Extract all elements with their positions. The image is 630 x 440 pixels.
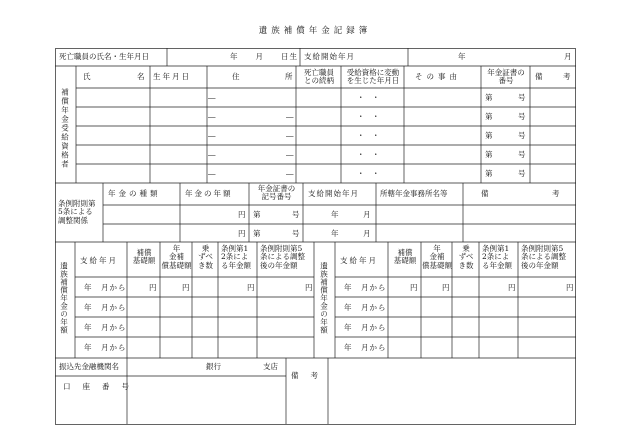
adj-number-prefix-2: 第 (253, 229, 261, 238)
certificate-number-prefix: 第 (485, 150, 493, 159)
annuity-row-month-left: 年 月から (84, 303, 127, 312)
certificate-number-prefix: 第 (485, 93, 493, 102)
annuity-row-month-right: 年 月から (344, 343, 387, 352)
change-date-dots: ・ ・ (357, 112, 380, 121)
certificate-number-prefix: 第 (485, 169, 493, 178)
adj-col-remarks-2: 考 (552, 189, 560, 198)
col-certificate-number: 年金証書の 番号 (487, 68, 525, 86)
start-year: 年 (458, 52, 466, 61)
bank-remarks-label: 備考 (291, 371, 330, 380)
annuity-row-month-right: 年 月から (344, 303, 387, 312)
col-given-name: 名 (137, 72, 145, 81)
annuity-section-label-right: 遺族補償年金の年額 (319, 262, 329, 334)
col-address-2: 所 (285, 72, 293, 81)
col-remarks-1: 備 (535, 72, 543, 81)
adj-number-suffix-2: 号 (292, 229, 300, 238)
branch-suffix: 支店 (263, 362, 278, 371)
start-month: 月 (564, 52, 572, 61)
adj-col-office: 所轄年金事務所名等 (380, 189, 448, 198)
address-dash-right: ― (286, 150, 294, 159)
address-dash-right: ― (286, 112, 294, 121)
form-title: 遺族補償年金記録簿 (258, 26, 372, 36)
address-dash-right: ― (286, 169, 294, 178)
account-number-label: 口座番号 (63, 382, 141, 391)
col-change-date: 受給資格に変動 を生じた年月日 (346, 68, 400, 86)
deceased-label: 死亡職員の氏名・生年月日 (59, 52, 149, 61)
col-birth-date: 生年月日 (153, 72, 191, 81)
bank-name-suffix: 銀行 (206, 362, 221, 371)
deceased-birth-date: 年 月 日生 (230, 52, 298, 61)
address-dash-left: ― (208, 93, 216, 102)
ann-col-base-left: 補償 基礎額 (132, 248, 156, 266)
adj-number-suffix-1: 号 (292, 210, 300, 219)
adjusted-yen-left: 円 (305, 283, 313, 292)
annuity-row-month-right: 年 月から (344, 283, 387, 292)
ann-col-pension-base-right: 年 金補 償基礎額 (422, 244, 452, 270)
annuity-row-month-left: 年 月から (84, 323, 127, 332)
annuity-row-month-left: 年 月から (84, 343, 127, 352)
ann-col-multiplier-right: 乗 ずべ き数 (458, 244, 474, 270)
col-remarks-2: 考 (563, 72, 571, 81)
certificate-number-suffix: 号 (518, 93, 526, 102)
annuity-section-label-left: 遺族補償年金の年額 (59, 262, 69, 334)
adj-col-type: 年金の種類 (108, 189, 161, 198)
address-dash-right: ― (286, 131, 294, 140)
certificate-number-suffix: 号 (518, 131, 526, 140)
art12-yen-left: 円 (247, 283, 255, 292)
address-dash-left: ― (208, 112, 216, 121)
adj-year-2: 年 (331, 229, 339, 238)
adj-month-2: 月 (363, 229, 371, 238)
adj-yen-1: 円 (238, 210, 246, 219)
col-surname: 氏 (83, 72, 91, 81)
adj-number-prefix-1: 第 (253, 210, 261, 219)
pension-base-yen-left: 円 (182, 283, 190, 292)
ann-col-pension-base-left: 年 金補 償基礎額 (161, 244, 192, 270)
col-relationship: 死亡職員 との続柄 (304, 68, 334, 86)
address-dash-left: ― (208, 169, 216, 178)
pension-base-yen-right: 円 (442, 283, 450, 292)
ann-col-art12-left: 条例第1 2条によ る年金額 (221, 244, 251, 270)
address-dash-left: ― (208, 131, 216, 140)
beneficiary-section-label: 補償年金受給資格者 (60, 88, 70, 169)
change-date-dots: ・ ・ (357, 93, 380, 102)
change-date-dots: ・ ・ (357, 169, 380, 178)
certificate-number-prefix: 第 (485, 112, 493, 121)
base-yen-left: 円 (149, 283, 157, 292)
adj-month-1: 月 (363, 210, 371, 219)
adjusted-yen-right: 円 (566, 283, 574, 292)
ann-col-multiplier-left: 乗 ずべ き数 (198, 244, 213, 270)
adj-year-1: 年 (331, 210, 339, 219)
ann-col-month-left: 支給年月 (80, 256, 118, 265)
adj-col-start: 支給開始年月 (308, 189, 359, 198)
certificate-number-suffix: 号 (518, 150, 526, 159)
ann-col-base-right: 補償 基礎額 (393, 248, 417, 266)
address-dash-left: ― (208, 150, 216, 159)
ann-col-adjusted-left: 条例附則第5 条による調整 後の年金額 (260, 244, 305, 270)
adjustment-section-label: 条例附則第 5条による 調整関係 (58, 199, 96, 225)
certificate-number-suffix: 号 (518, 112, 526, 121)
base-yen-right: 円 (410, 283, 418, 292)
adj-col-remarks-1: 備 (481, 189, 489, 198)
annuity-row-month-left: 年 月から (84, 283, 127, 292)
col-reason: その事由 (415, 72, 461, 81)
annuity-row-month-right: 年 月から (344, 323, 387, 332)
art12-yen-right: 円 (508, 283, 516, 292)
change-date-dots: ・ ・ (357, 131, 380, 140)
ann-col-art12-right: 条例第1 2条によ る年金額 (482, 244, 512, 270)
ann-col-month-right: 支給年月 (340, 256, 378, 265)
adj-col-certificate: 年金証書の 記号番号 (257, 184, 296, 202)
adj-col-amount: 年金の年額 (185, 189, 233, 198)
col-address-1: 住 (232, 72, 240, 81)
start-label: 支給開始年月 (304, 52, 355, 61)
adj-yen-2: 円 (238, 229, 246, 238)
certificate-number-prefix: 第 (485, 131, 493, 140)
ann-col-adjusted-right: 条例附則第5 条による調整 後の年金額 (521, 244, 566, 270)
change-date-dots: ・ ・ (357, 150, 380, 159)
bank-institution-label: 振込先金融機関名 (59, 362, 119, 371)
certificate-number-suffix: 号 (518, 169, 526, 178)
